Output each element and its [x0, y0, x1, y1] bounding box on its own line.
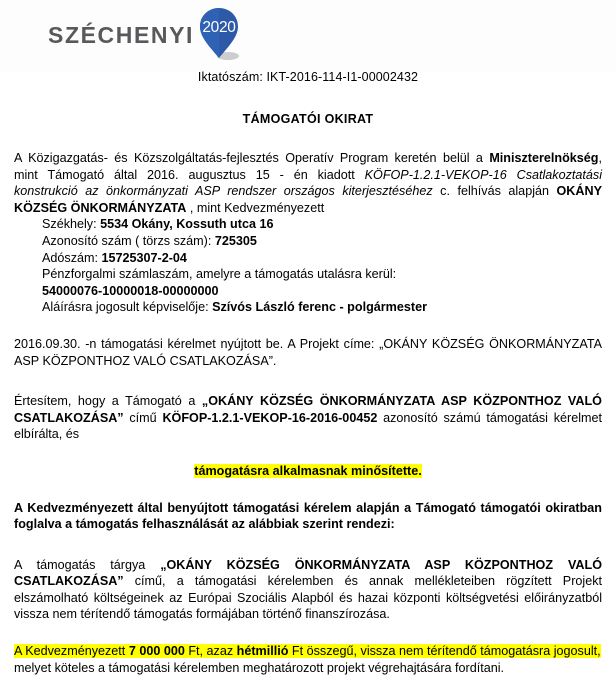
seat-value: 5534 Okány, Kossuth utca 16 — [100, 217, 274, 232]
document-body — [14, 150, 602, 676]
id-value: 725305 — [214, 233, 257, 248]
intro-part4: , mint Kedvezményezett — [186, 200, 325, 215]
notice-part1: Értesítem, hogy a Támogató a — [14, 394, 202, 409]
amount-value-words: hétmillió — [236, 644, 289, 659]
notice-paragraph — [14, 393, 602, 443]
intro-part3: c. felhívás alapján — [432, 184, 557, 199]
tax-value: 15725307-2-04 — [101, 250, 187, 265]
logo-wordmark: SZÉCHENYI — [48, 21, 195, 48]
tax-label: Adószám: — [42, 250, 102, 265]
regulation-paragraph — [14, 500, 602, 533]
detail-row-account-label — [42, 266, 602, 283]
svg-text:2020: 2020 — [202, 19, 236, 36]
project-identifier: KÖFOP-1.2.1-VEKOP-16-2016-00452 — [162, 410, 378, 425]
representative-label: Aláírásra jogosult képviselője: — [42, 300, 213, 315]
id-label: Azonosító szám ( törzs szám): — [42, 233, 215, 248]
project-title: „OKÁNY KÖZSÉG ÖNKORMÁNYZATA ASP KÖZPONTHOZ VALÓ CSATLAKOZÁSA” — [14, 394, 602, 425]
amount-part1: A Kedvezményezett — [14, 644, 129, 659]
registration-number — [0, 70, 616, 84]
amount-value-numeric: 7 000 000 — [128, 644, 185, 659]
managing-authority: Miniszterelnökség — [489, 151, 599, 165]
beneficiary-name: OKÁNY KÖZSÉG ÖNKORMÁNYZATA — [14, 184, 602, 215]
subject-part2: című, a támogatási kérelemben és annak mellékleteiben rögzített Projekt elszámolható költségeinek az Európai Szociális Alapból és hazai központi költségvetési előirányzatból vissza nem térítendő támogatás formájában történő finanszírozása. — [14, 574, 602, 622]
page-title-text: TÁMOGATÓI OKIRAT — [242, 112, 374, 126]
account-value: 54000076-10000018-00000000 — [42, 283, 219, 298]
subject-project-title: „OKÁNY KÖZSÉG ÖNKORMÁNYZATA ASP KÖZPONTHOZ VALÓ CSATLAKOZÁSA” — [14, 557, 602, 589]
subject-part1: A támogatás tárgya — [14, 557, 161, 572]
subject-paragraph — [14, 557, 602, 623]
amount-part3: Ft összegű, vissza nem térítendő támogatásra jogosult, — [288, 644, 601, 659]
notice-part3: azonosító számú támogatási kérelmet elbírálta, és — [14, 410, 602, 442]
registration-number-text: Iktatószám: IKT-2016-114-I1-00002432 — [197, 70, 419, 84]
szechenyi-logo — [48, 12, 244, 60]
verdict-text: támogatásra alkalmasnak minősítette. — [194, 463, 422, 478]
verdict-line — [14, 463, 602, 480]
call-title: KÖFOP-1.2.1-VEKOP-16 Csatlakoztatási konstrukció az önkormányzati ASP rendszer országos kiterjesztéséhez — [14, 167, 602, 199]
representative-value: Szívós László ferenc - polgármester — [212, 300, 427, 315]
amount-paragraph — [14, 643, 602, 676]
notice-part2: című — [123, 410, 163, 425]
seat-label: Székhely: — [42, 217, 101, 232]
detail-row-account-value — [42, 283, 602, 300]
regulation-text: A Kedvezményezett által benyújtott támogatási kérelem alapján a Támogató támogatói okiratban foglalva a támogatás felhasználását az alábbiak szerint rendezi: — [14, 500, 602, 532]
beneficiary-details — [14, 216, 602, 316]
account-label: Pénzforgalmi számlaszám, amelyre a támogatás utalásra kerül: — [42, 267, 397, 282]
application-text: 2016.09.30. -n támogatási kérelmet nyújtott be. A Projekt címe: „OKÁNY KÖZSÉG ÖNKORMÁNYZATA ASP KÖZPONTHOZ VALÓ CSATLAKOZÁSA”. — [14, 336, 602, 368]
application-paragraph — [14, 336, 602, 369]
detail-row-seat — [42, 216, 602, 233]
detail-row-representative — [42, 299, 602, 316]
amount-part4: melyet köteles a támogatási kérelemben meghatározott projekt végrehajtására fordítani. — [14, 660, 505, 675]
map-pin-icon — [198, 6, 244, 64]
detail-row-id — [42, 233, 602, 250]
intro-part1: A Közigazgatás- és Közszolgáltatás-fejlesztés Operatív Program keretén belül a — [14, 151, 490, 165]
logo-header — [0, 0, 616, 72]
page-title — [0, 112, 616, 126]
intro-part2: , mint Támogató által 2016. augusztus 15 - én kiadott — [14, 151, 602, 182]
intro-paragraph — [14, 150, 602, 216]
detail-row-tax — [42, 250, 602, 267]
amount-part2: Ft, azaz — [184, 644, 237, 659]
